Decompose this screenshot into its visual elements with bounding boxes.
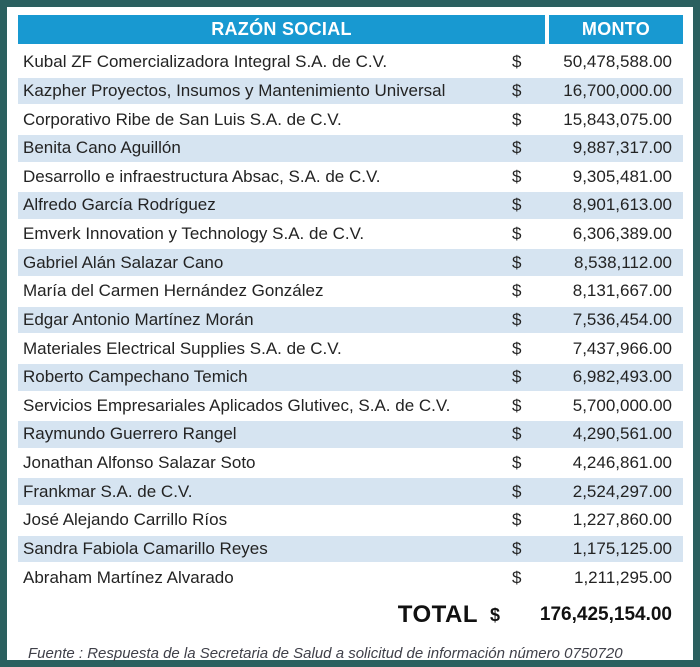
razon-social-cell: Raymundo Guerrero Rangel: [23, 424, 237, 444]
monto-cell: 2,524,297.00: [572, 481, 672, 501]
table-row: [18, 563, 683, 592]
table-row: [18, 277, 683, 306]
table-row: [18, 105, 683, 134]
currency-symbol: $: [512, 367, 522, 387]
currency-symbol: $: [512, 195, 522, 215]
table-row: [18, 477, 683, 506]
currency-symbol: $: [512, 338, 522, 358]
table-body: [18, 48, 683, 592]
currency-symbol: $: [512, 424, 522, 444]
razon-social-cell: Frankmar S.A. de C.V.: [23, 481, 193, 501]
table-row: [18, 392, 683, 421]
monto-cell: 7,437,966.00: [572, 338, 672, 358]
currency-symbol: $: [512, 481, 522, 501]
monto-cell: 9,305,481.00: [572, 166, 672, 186]
table-row: [18, 535, 683, 564]
razon-social-cell: Kubal ZF Comercializadora Integral S.A. de C.V.: [23, 52, 388, 72]
total-label: TOTAL: [397, 601, 478, 628]
razon-social-cell: Abraham Martínez Alvarado: [23, 567, 234, 587]
monto-cell: 4,246,861.00: [572, 453, 672, 473]
currency-symbol: $: [512, 166, 522, 186]
monto-cell: 6,306,389.00: [572, 224, 672, 244]
monto-cell: 16,700,000.00: [563, 80, 672, 100]
table-row: [18, 163, 683, 192]
currency-symbol: $: [512, 453, 522, 473]
razon-social-cell: Emverk Innovation y Technology S.A. de C.V.: [23, 224, 365, 244]
monto-cell: 1,175,125.00: [572, 538, 672, 558]
table-row: [18, 449, 683, 478]
total-currency-symbol: $: [490, 604, 501, 625]
table-row: [18, 134, 683, 163]
currency-symbol: $: [512, 109, 522, 129]
currency-symbol: $: [512, 510, 522, 530]
table-row: [18, 506, 683, 535]
table-row: [18, 191, 683, 220]
currency-symbol: $: [512, 281, 522, 301]
monto-cell: 15,843,075.00: [563, 109, 672, 129]
monto-cell: 50,478,588.00: [563, 52, 672, 72]
table-row: [18, 48, 683, 77]
monto-cell: 8,901,613.00: [572, 195, 672, 215]
razon-social-cell: Corporativo Ribe de San Luis S.A. de C.V.: [23, 109, 342, 129]
monto-cell: 7,536,454.00: [572, 309, 672, 329]
razon-social-cell: José Alejando Carrillo Ríos: [23, 510, 228, 530]
monto-cell: 9,887,317.00: [572, 138, 672, 158]
razon-social-cell: Sandra Fabiola Camarillo Reyes: [23, 538, 268, 558]
total-row: [18, 594, 683, 636]
currency-symbol: $: [512, 567, 522, 587]
currency-symbol: $: [512, 395, 522, 415]
monto-cell: 8,538,112.00: [574, 252, 672, 272]
monto-cell: 4,290,561.00: [572, 424, 672, 444]
monto-cell: 1,211,295.00: [574, 567, 672, 587]
monto-cell: 5,700,000.00: [572, 395, 672, 415]
table-row: [18, 220, 683, 249]
table-row: [18, 77, 683, 106]
table-header-razon-social: RAZÓN SOCIAL: [18, 15, 545, 44]
table-row: [18, 334, 683, 363]
table-row: [18, 420, 683, 449]
source-note: Fuente : Respuesta de la Secretaria de Salud a solicitud de información número 0750720: [28, 645, 623, 662]
razon-social-cell: Edgar Antonio Martínez Morán: [23, 309, 254, 329]
currency-symbol: $: [512, 224, 522, 244]
currency-symbol: $: [512, 80, 522, 100]
currency-symbol: $: [512, 138, 522, 158]
razon-social-cell: Gabriel Alán Salazar Cano: [23, 252, 224, 272]
currency-symbol: $: [512, 538, 522, 558]
razon-social-cell: Materiales Electrical Supplies S.A. de C.V.: [23, 338, 342, 358]
table-header-monto: MONTO: [549, 15, 683, 44]
currency-symbol: $: [512, 252, 522, 272]
razon-social-cell: Alfredo García Rodríguez: [23, 195, 216, 215]
razon-social-cell: María del Carmen Hernández González: [23, 281, 324, 301]
razon-social-cell: Servicios Empresariales Aplicados Glutivec, S.A. de C.V.: [23, 395, 451, 415]
razon-social-cell: Kazpher Proyectos, Insumos y Mantenimiento Universal: [23, 80, 446, 100]
monto-cell: 6,982,493.00: [572, 367, 672, 387]
razon-social-cell: Roberto Campechano Temich: [23, 367, 248, 387]
currency-symbol: $: [512, 309, 522, 329]
razon-social-cell: Desarrollo e infraestructura Absac, S.A. de C.V.: [23, 166, 381, 186]
table-row: [18, 363, 683, 392]
razon-social-cell: Jonathan Alfonso Salazar Soto: [23, 453, 256, 473]
razon-social-cell: Benita Cano Aguillón: [23, 138, 181, 158]
table-row: [18, 306, 683, 335]
table-header-row: [18, 15, 683, 44]
monto-cell: 1,227,860.00: [572, 510, 672, 530]
total-amount: 176,425,154.00: [539, 604, 672, 625]
table-row: [18, 248, 683, 277]
currency-symbol: $: [512, 52, 522, 72]
monto-cell: 8,131,667.00: [572, 281, 672, 301]
